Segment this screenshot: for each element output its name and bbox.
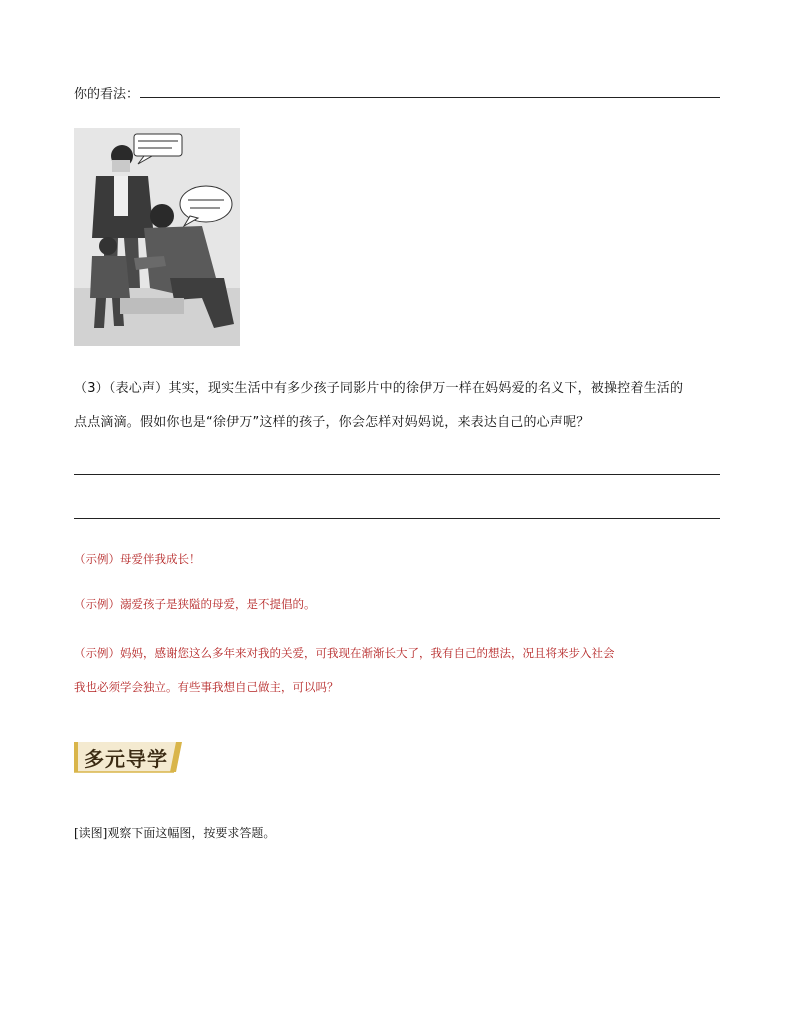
example-answer-2: （示例）溺爱孩子是狭隘的母爱，是不提倡的。 bbox=[74, 597, 316, 611]
question-line-2: 点点滴滴。假如你也是“徐伊万”这样的孩子，你会怎样对妈妈说，来表达自己的心声呢？ bbox=[74, 415, 590, 430]
reading-instruction: [读图]观察下面这幅图，按要求答题。 bbox=[74, 826, 276, 840]
answer-line-1[interactable] bbox=[74, 474, 720, 475]
example-answer-3-line-1: （示例）妈妈，感谢您这么多年来对我的关爱，可我现在渐渐长大了，我有自己的想法，况且将来步入社会 bbox=[74, 646, 615, 660]
opinion-answer-line[interactable] bbox=[140, 97, 720, 98]
answer-line-2[interactable] bbox=[74, 518, 720, 519]
example-answer-1: （示例）母爱伴我成长！ bbox=[74, 552, 201, 566]
example-answer-3-line-2: 我也必须学会独立。有些事我想自己做主，可以吗？ bbox=[74, 680, 339, 694]
cartoon-illustration bbox=[74, 128, 240, 346]
section-banner bbox=[74, 740, 184, 774]
question-line-1: （3）（表心声）其实，现实生活中有多少孩子同影片中的徐伊万一样在妈妈爱的名义下，被操控着生活的 bbox=[74, 381, 684, 396]
section-title: 多元导学 bbox=[84, 747, 168, 771]
opinion-label: 你的看法： bbox=[74, 87, 140, 102]
